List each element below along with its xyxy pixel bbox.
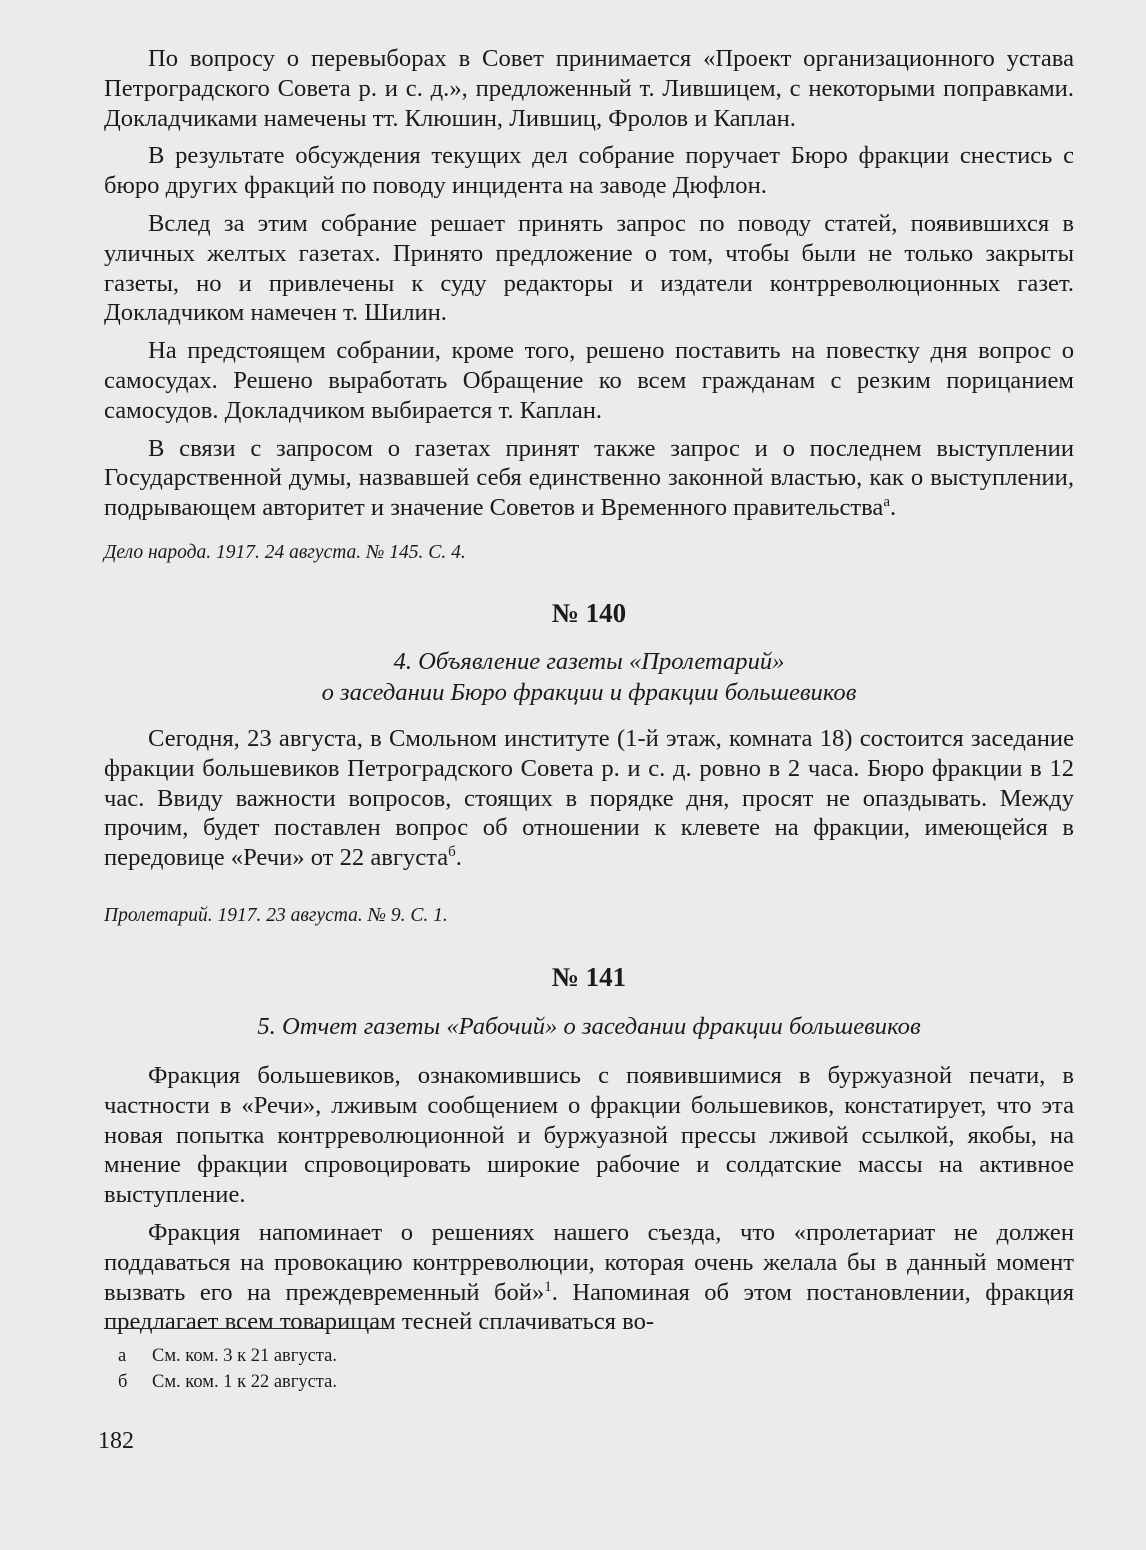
footnote-text: См. ком. 1 к 22 августа.	[152, 1372, 337, 1392]
source-citation-2	[104, 903, 1074, 929]
doc-title-line: о заседании Бюро фракции и фракции большевиков	[321, 679, 857, 706]
paragraph-text: Сегодня, 23 августа, в Смольном институте (1-й этаж, комната 18) состоится заседание фракции большевиков Петроградского Совета р. и с. д. ровно в 2 часа. Бюро фракции в 12 час. Ввиду важности вопросов, стоящих в порядке дня, просят не опаздывать. Между прочим, будет поставлен вопрос об отношении к клевете на фракции, имеющейся в передовице «Речи» от 22 августа	[104, 725, 1074, 872]
paragraph: В результате обсуждения текущих дел собрание поручает Бюро фракции снестись с бюро других фракций по поводу инцидента на заводе Дюфлон.	[104, 142, 1074, 200]
footnote-ref: б	[448, 844, 456, 860]
text-block-top	[104, 44, 1074, 523]
page-number: 182	[98, 1428, 134, 1454]
source-text: Пролетарий. 1917. 23 августа. № 9. С. 1.	[104, 905, 448, 926]
paragraph: На предстоящем собрании, кроме того, решено поставить на повестку дня вопрос о самосудах. Решено выработать Обращение ко всем гражданам с резким порицанием самосудов. Докладчиком выбирается т. Каплан.	[104, 337, 1074, 424]
paragraph-text: . Напоминая об этом постановлении, фракция предлагает всем товарищам тесней сплачиваться во-	[104, 1278, 1075, 1336]
paragraph	[104, 724, 1074, 873]
footnote	[118, 1344, 718, 1368]
doc-number: № 141	[551, 962, 627, 992]
paragraph: Фракция большевиков, ознакомившись с появившимися в буржуазной печати, в частности в «Речи», лживым сообщением о фракции большевиков, констатирует, что эта новая попытка контрреволюционной и буржуазной прессы лживой ссылкой, якобы, на мнение фракции спровоцировать широкие рабочие и солдатские массы на активное выступление.	[104, 1062, 1074, 1209]
paragraph: По вопросу о перевыборах в Совет принимается «Проект организационного устава Петроградского Совета р. и с. д.», предложенный т. Лившицем, с некоторыми поправками. Докладчиками намечены тт. Клюшин, Лившиц, Фролов и Каплан.	[104, 45, 1074, 132]
footnote-mark: а	[118, 1346, 127, 1366]
footnote-text: См. ком. 3 к 21 августа.	[152, 1346, 337, 1366]
paragraph-end: .	[890, 494, 897, 522]
doc-number: № 140	[551, 598, 627, 628]
source-text: Дело народа. 1917. 24 августа. № 145. С. 4.	[104, 542, 466, 563]
paragraph	[104, 1218, 1074, 1337]
doc-title-line: 4. Объявление газеты «Пролетарий»	[393, 648, 785, 675]
footnote-ref: а	[883, 493, 891, 510]
paragraph-text: В связи с запросом о газетах принят также запрос и о последнем выступлении Государственной думы, назвавшей себя единственно законной властью, как о выступлении, подрывающем авторитет и значение Советов и Временного правительства	[104, 434, 1074, 522]
footnote-mark: б	[118, 1372, 128, 1392]
paragraph-end: .	[455, 844, 462, 872]
doc-140-body	[104, 724, 1074, 873]
footnote	[118, 1370, 718, 1394]
source-citation-1	[104, 540, 1074, 566]
paragraph-text: Фракция напоминает о решениях нашего съезда, что «пролетариат не должен поддаваться на провокацию контрреволюции, которая очень желала бы в данный момент вызвать его на преждевременный бой»	[104, 1218, 1074, 1306]
doc-140-header	[104, 596, 1074, 630]
doc-140-title	[104, 646, 1074, 708]
paragraph: Вслед за этим собрание решает принять запрос по поводу статей, появившихся в уличных желтых газетах. Принято предложение о том, чтобы были не только закрыты газеты, но и привлечены к суду редакторы и издатели контрреволюционных газет. Докладчиком намечен т. Шилин.	[104, 209, 1074, 327]
doc-141-header	[104, 960, 1074, 994]
footnote-ref: 1	[544, 1278, 552, 1295]
paragraph	[104, 434, 1074, 523]
doc-title-line: 5. Отчет газеты «Рабочий» о заседании фракции большевиков	[257, 1013, 921, 1040]
doc-141-body	[104, 1061, 1074, 1337]
footnote-divider	[104, 1328, 389, 1329]
doc-141-title	[104, 1011, 1074, 1042]
